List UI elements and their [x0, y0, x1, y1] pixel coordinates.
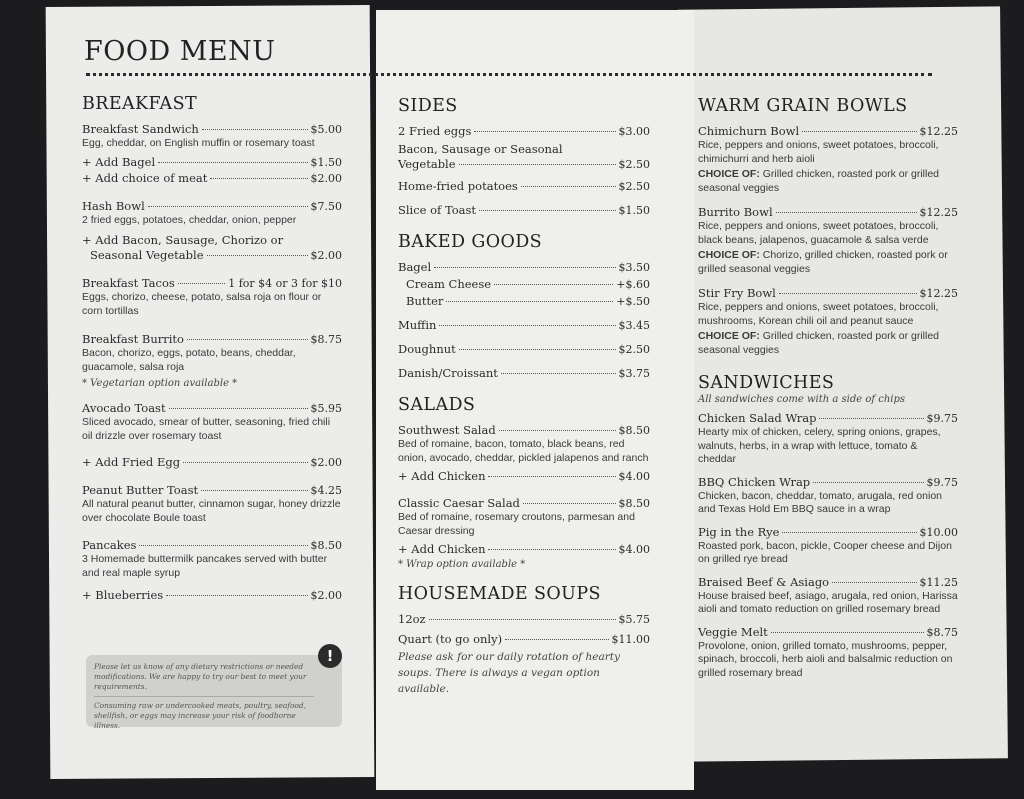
- menu-item: [82, 401, 342, 443]
- menu-addon: [398, 277, 650, 292]
- menu-addon: [82, 588, 342, 603]
- menu-addon: [398, 294, 650, 309]
- menu-item: [698, 411, 958, 467]
- item-price: $8.75: [310, 333, 342, 346]
- section-title-salads: SALADS: [398, 395, 476, 415]
- item-price: $5.75: [618, 613, 650, 626]
- menu-item: [398, 423, 650, 465]
- item-name: Breakfast Tacos: [82, 276, 175, 290]
- item-name: BBQ Chicken Wrap: [698, 474, 811, 489]
- item-name-continued: Seasonal Vegetable: [90, 248, 204, 262]
- menu-item: [82, 538, 342, 580]
- choice-options: Chorizo, grilled chicken, roasted pork or grilled seasonal veggies: [698, 249, 948, 275]
- item-price: +$.50: [616, 295, 650, 308]
- item-name: Stir Fry Bowl: [698, 286, 776, 300]
- item-description: Rice, peppers and onions, sweet potatoes, broccoli, black beans, jalapenos, guacamole & salsa verde: [698, 220, 939, 246]
- item-price: $4.25: [310, 484, 342, 497]
- item-name: Chicken Salad Wrap: [698, 411, 817, 425]
- item-price: $3.50: [618, 261, 650, 274]
- item-name: Doughnut: [398, 342, 456, 356]
- item-name: + Add Bagel: [82, 154, 156, 169]
- item-name: Danish/Croissant: [398, 366, 498, 380]
- item-name: Breakfast Sandwich: [82, 122, 199, 136]
- item-name: Muffin: [398, 318, 437, 332]
- item-price: $3.45: [618, 319, 650, 332]
- item-name: Braised Beef & Asiago: [698, 574, 830, 589]
- item-description: 2 fried eggs, potatoes, cheddar, onion, pepper: [82, 213, 297, 226]
- choice-options: Grilled chicken, roasted pork or grilled seasonal veggies: [698, 330, 940, 356]
- dietary-notice-text: Please let us know of any dietary restrictions or needed modifications. We are happy to try our best to meet your requirements.: [94, 662, 307, 691]
- choice-options: Grilled chicken, roasted pork or grilled seasonal veggies: [698, 168, 940, 194]
- menu-item: [82, 332, 342, 374]
- choice-label: CHOICE OF:: [698, 168, 760, 180]
- item-choice: [698, 168, 958, 195]
- item-price: $9.75: [926, 475, 958, 489]
- menu-item: [398, 179, 650, 194]
- item-description: All natural peanut butter, cinnamon sugar, honey drizzle over chocolate Boule toast: [82, 498, 341, 524]
- item-price: $2.50: [618, 158, 650, 171]
- section-title-sides: SIDES: [398, 96, 458, 116]
- item-name-continued: Vegetable: [398, 157, 456, 171]
- item-name: Southwest Salad: [398, 423, 496, 437]
- menu-item: [82, 276, 342, 318]
- item-price: $8.75: [926, 625, 958, 639]
- item-description: Chicken, bacon, cheddar, tomato, arugala, red onion and Texas Hold Em BBQ sauce in a wrap: [698, 489, 942, 515]
- item-name: Bacon, Sausage or Seasonal: [398, 142, 563, 156]
- item-price: $9.75: [926, 412, 958, 425]
- item-price: $8.50: [310, 539, 342, 552]
- menu-item: [698, 205, 958, 276]
- item-name: + Add choice of meat: [82, 170, 208, 185]
- item-name: + Add Chicken: [398, 542, 486, 556]
- section-title-sandwiches: SANDWICHES: [698, 373, 835, 393]
- dietary-notice-box: [86, 655, 342, 730]
- item-description: House braised beef, asiago, arugala, red onion, Harissa aioli and tomato reduction on grilled rosemary bread: [698, 589, 958, 615]
- title-divider: [86, 73, 932, 76]
- item-price: $2.00: [310, 171, 342, 185]
- menu-item: [698, 525, 958, 567]
- menu-addon: [82, 171, 342, 186]
- item-name: Hash Bowl: [82, 198, 145, 213]
- item-price: $11.25: [919, 575, 958, 589]
- item-price: $8.50: [618, 424, 650, 437]
- item-price: $2.00: [310, 249, 342, 262]
- menu-item: [398, 496, 650, 538]
- item-price: $3.00: [618, 125, 650, 138]
- menu-item: [82, 199, 342, 228]
- item-description: Bed of romaine, bacon, tomato, black beans, red onion, avocado, cheddar, pickled jalapenos and ranch: [398, 438, 649, 464]
- item-description: Hearty mix of chicken, celery, spring onions, grapes, walnuts, herbs, in a wrap with lettuce, tomato & cheddar: [698, 426, 941, 465]
- item-price: 1 for $4 or 3 for $10: [228, 277, 342, 290]
- item-price: $5.95: [310, 402, 342, 415]
- menu-addon: [398, 542, 650, 557]
- item-name: Veggie Melt: [698, 624, 768, 639]
- menu-item: [698, 625, 958, 681]
- menu-item: [398, 366, 650, 381]
- item-description: Sliced avocado, smear of butter, seasoning, fried chili oil drizzle over rosemary toast: [82, 416, 331, 442]
- item-choice: [698, 330, 958, 357]
- item-name: Butter: [406, 294, 444, 308]
- item-description: Rice, peppers and onions, sweet potatoes, broccoli, chimichurri and herb aioli: [698, 139, 939, 165]
- item-description: Bacon, chorizo, eggs, potato, beans, cheddar, guacamole, salsa roja: [82, 347, 296, 373]
- item-price: $12.25: [919, 287, 958, 300]
- item-name: 12oz: [398, 612, 426, 626]
- item-name: + Blueberries: [82, 588, 164, 602]
- item-description: Bed of romaine, rosemary croutons, parmesan and Caesar dressing: [398, 511, 635, 537]
- item-name: Classic Caesar Salad: [398, 496, 520, 510]
- menu-addon: [82, 233, 342, 263]
- item-price: $4.00: [618, 470, 650, 483]
- section-title-breakfast: BREAKFAST: [82, 94, 198, 114]
- section-title-bowls: WARM GRAIN BOWLS: [698, 96, 908, 116]
- column-sides: [398, 96, 650, 697]
- item-name: Bagel: [398, 260, 432, 274]
- item-name: Home-fried potatoes: [398, 179, 518, 193]
- menu-item: [82, 483, 342, 525]
- item-price: $12.25: [919, 206, 958, 219]
- item-choice: [698, 249, 958, 276]
- wrap-note: * Wrap option available *: [398, 559, 526, 570]
- item-price: $11.00: [611, 633, 650, 646]
- menu-item: [698, 575, 958, 617]
- menu-item: [398, 260, 650, 275]
- menu-item: [398, 318, 650, 333]
- item-price: $12.25: [919, 125, 958, 138]
- item-name: + Add Chicken: [398, 469, 486, 483]
- column-bowls: [698, 96, 958, 688]
- column-breakfast: [82, 94, 342, 611]
- item-description: Eggs, chorizo, cheese, potato, salsa roja on flour or corn tortillas: [82, 291, 322, 317]
- menu-item: [698, 124, 958, 195]
- item-name: Slice of Toast: [398, 203, 477, 217]
- menu-item: [82, 122, 342, 151]
- item-price: $2.50: [618, 343, 650, 356]
- item-name: Pancakes: [82, 538, 137, 552]
- item-name: Peanut Butter Toast: [82, 483, 199, 497]
- food-safety-notice-text: Consuming raw or undercooked meats, poultry, seafood, shellfish, or eggs may increase your risk of foodborne illness.: [94, 701, 306, 730]
- item-price: $7.50: [310, 199, 342, 213]
- menu-title: FOOD MENU: [84, 36, 276, 67]
- menu-item: [398, 142, 650, 172]
- item-price: $3.75: [618, 367, 650, 380]
- item-price: $4.00: [618, 543, 650, 556]
- exclamation-bubble-icon: !: [318, 644, 342, 668]
- section-title-baked-goods: BAKED GOODS: [398, 232, 543, 252]
- item-price: +$.60: [616, 278, 650, 291]
- item-price: $1.50: [310, 155, 342, 169]
- item-price: $8.50: [618, 497, 650, 510]
- choice-label: CHOICE OF:: [698, 249, 760, 261]
- menu-addon: [82, 155, 342, 170]
- item-price: $2.00: [310, 589, 342, 602]
- item-name: Breakfast Burrito: [82, 332, 184, 346]
- item-name: + Add Bacon, Sausage, Chorizo or: [82, 233, 284, 247]
- item-description: Provolone, onion, grilled tomato, mushrooms, pepper, spinach, broccoli, herb aioli and balsalmic reduction on grilled rosemary bread: [698, 639, 953, 679]
- item-description: Rice, peppers and onions, sweet potatoes, broccoli, mushrooms, Korean chili oil and peanut sauce: [698, 301, 939, 327]
- item-price: $2.50: [618, 180, 650, 193]
- item-price: $5.00: [310, 123, 342, 136]
- sandwiches-subtitle: All sandwiches come with a side of chips: [698, 394, 905, 405]
- menu-item: [398, 124, 650, 139]
- item-price: $1.50: [618, 204, 650, 217]
- item-name: Avocado Toast: [82, 401, 166, 415]
- item-name: Chimichurn Bowl: [698, 124, 800, 138]
- menu-item: [398, 632, 650, 647]
- item-name: Burrito Bowl: [698, 205, 773, 219]
- menu-addon: [398, 469, 650, 484]
- menu-addon: [82, 455, 342, 470]
- menu-item: [398, 342, 650, 357]
- item-price: $10.00: [919, 525, 958, 539]
- item-description: Egg, cheddar, on English muffin or rosemary toast: [82, 137, 315, 149]
- item-name: Pig in the Rye: [698, 524, 780, 539]
- item-description: 3 Homemade buttermilk pancakes served with butter and real maple syrup: [82, 553, 328, 579]
- item-description: Roasted pork, bacon, pickle, Cooper cheese and Dijon on grilled rye bread: [698, 539, 952, 565]
- item-price: $2.00: [310, 456, 342, 469]
- section-title-soups: HOUSEMADE SOUPS: [398, 584, 601, 604]
- item-name: Quart (to go only): [398, 632, 503, 646]
- menu-item: [398, 612, 650, 627]
- vegetarian-note: * Vegetarian option available *: [82, 378, 238, 389]
- menu-item: [698, 475, 958, 517]
- soup-note: Please ask for our daily rotation of hearty soups. There is always a vegan option available.: [398, 651, 620, 695]
- menu-item: [698, 286, 958, 357]
- item-name: + Add Fried Egg: [82, 455, 181, 469]
- item-name: 2 Fried eggs: [398, 124, 472, 138]
- item-name: Cream Cheese: [406, 277, 492, 291]
- menu-item: [398, 203, 650, 218]
- choice-label: CHOICE OF:: [698, 330, 760, 342]
